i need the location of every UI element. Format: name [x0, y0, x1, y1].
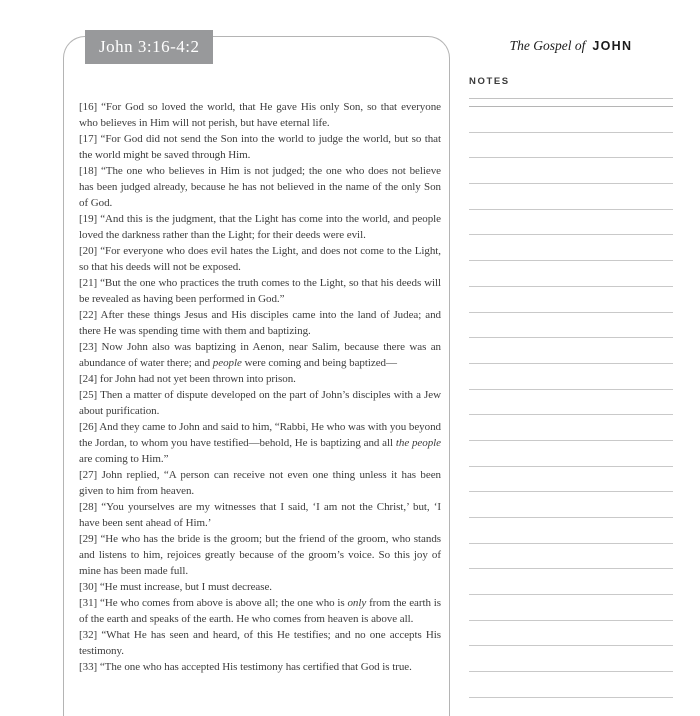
verse-number: [25] — [79, 389, 98, 401]
note-line — [469, 364, 673, 390]
verse-17 — [79, 131, 441, 163]
note-line — [469, 107, 673, 133]
verse-text: “He who comes from above is above all; the one who is — [99, 597, 348, 609]
verse-24 — [79, 371, 441, 387]
verse-number: [32] — [79, 629, 98, 641]
verse-28 — [79, 499, 441, 531]
note-line — [469, 184, 673, 210]
verse-text: “He must increase, but I must decrease. — [99, 581, 272, 593]
verse-text: “But the one who practices the truth comes to the Light, so that his deeds will be revealed as having been performed in God.” — [79, 277, 442, 305]
notes-lines — [469, 107, 673, 698]
verse-text-italic: the people — [395, 437, 441, 449]
gospel-book-name: JOHN — [592, 39, 633, 53]
verse-text: Now John also was baptizing in Aenon, near Salim, because there was an abundance of water there; and — [79, 341, 441, 369]
verse-text: “And this is the judgment, that the Light has come into the world, and people loved the darkness rather than the Light; for their deeds were evil. — [79, 213, 441, 241]
verse-text-italic: only — [347, 597, 367, 609]
note-line — [469, 672, 673, 698]
chapter-reference-chip: John 3:16-4:2 — [85, 30, 213, 64]
verse-30 — [79, 579, 441, 595]
verse-25 — [79, 387, 441, 419]
verse-number: [30] — [79, 581, 98, 593]
note-line — [469, 441, 673, 467]
note-line — [469, 646, 673, 672]
verse-text: “For everyone who does evil hates the Light, and does not come to the Light, so that his deeds will not be exposed. — [79, 245, 441, 273]
verse-number: [21] — [79, 277, 98, 289]
verse-text: And they came to John and said to him, “Rabbi, He who was with you beyond the Jordan, to whom you have testified—behold, He is baptizing and all — [79, 421, 441, 449]
verse-text: “What He has seen and heard, of this He testifies; and no one accepts His testimony. — [79, 629, 442, 657]
verse-26 — [79, 419, 441, 467]
note-line — [469, 133, 673, 159]
note-line — [469, 287, 673, 313]
note-line — [469, 261, 673, 287]
verse-number: [31] — [79, 597, 98, 609]
note-line — [469, 467, 673, 493]
verse-text: for John had not yet been thrown into prison. — [99, 373, 296, 385]
verse-19 — [79, 211, 441, 243]
verse-number: [16] — [79, 101, 98, 113]
verse-27 — [79, 467, 441, 499]
verse-23 — [79, 339, 441, 371]
notes-double-rule — [469, 98, 673, 107]
verse-text: “The one who has accepted His testimony has certified that God is true. — [99, 661, 412, 673]
verse-32 — [79, 627, 441, 659]
book-masthead — [469, 37, 673, 55]
verse-18 — [79, 163, 441, 211]
verse-text: “He who has the bride is the groom; but the friend of the groom, who stands and listens to him, rejoices greatly because of the groom’s voice. So this joy of mine has been made full. — [79, 533, 441, 577]
verse-31 — [79, 595, 441, 627]
note-line — [469, 415, 673, 441]
verse-text-italic: people — [212, 357, 242, 369]
verse-33 — [79, 659, 441, 675]
verse-number: [18] — [79, 165, 98, 177]
note-line — [469, 492, 673, 518]
verse-text: After these things Jesus and His disciples came into the land of Judea; and there He was spending time with them and baptizing. — [79, 309, 441, 337]
note-line — [469, 210, 673, 236]
verse-number: [29] — [79, 533, 98, 545]
verse-number: [19] — [79, 213, 98, 225]
verse-number: [17] — [79, 133, 98, 145]
note-line — [469, 569, 673, 595]
note-line — [469, 595, 673, 621]
note-line — [469, 235, 673, 261]
note-line — [469, 158, 673, 184]
verse-text: were coming and being baptized— — [241, 357, 397, 369]
verse-number: [33] — [79, 661, 98, 673]
note-line — [469, 313, 673, 339]
verse-text: “For God so loved the world, that He gave His only Son, so that everyone who believes in Him will not perish, but have eternal life. — [79, 101, 441, 129]
verse-16 — [79, 99, 441, 131]
verse-text: “The one who believes in Him is not judged; the one who does not believe has been judged already, because he has not believed in the name of the only Son of God. — [79, 165, 441, 209]
gospel-prefix-label: The Gospel of — [509, 38, 586, 53]
verse-text: are coming to Him.” — [79, 453, 169, 465]
verse-text: from the earth is of the earth and speaks of the earth. He who comes from heaven is above all. — [79, 597, 441, 625]
verse-text: “For God did not send the Son into the world to judge the world, but so that the world might be saved through Him. — [79, 133, 442, 161]
note-line — [469, 621, 673, 647]
verse-text: “You yourselves are my witnesses that I said, ‘I am not the Christ,’ but, ‘I have been sent ahead of Him.’ — [79, 501, 441, 529]
verse-number: [20] — [79, 245, 98, 257]
verse-number: [23] — [79, 341, 98, 353]
note-line — [469, 544, 673, 570]
verse-text: Then a matter of dispute developed on the part of John’s disciples with a Jew about purification. — [79, 389, 441, 417]
verse-21 — [79, 275, 441, 307]
verse-20 — [79, 243, 441, 275]
verse-number: [26] — [79, 421, 98, 433]
verse-number: [28] — [79, 501, 98, 513]
scripture-text — [79, 99, 441, 675]
note-line — [469, 338, 673, 364]
note-line — [469, 518, 673, 544]
verse-number: [27] — [79, 469, 98, 481]
verse-22 — [79, 307, 441, 339]
verse-text: John replied, “A person can receive not even one thing unless it has been given to him from heaven. — [79, 469, 441, 497]
note-line — [469, 390, 673, 416]
verse-29 — [79, 531, 441, 579]
notes-heading: NOTES — [469, 76, 510, 87]
verse-number: [22] — [79, 309, 98, 321]
verse-number: [24] — [79, 373, 98, 385]
